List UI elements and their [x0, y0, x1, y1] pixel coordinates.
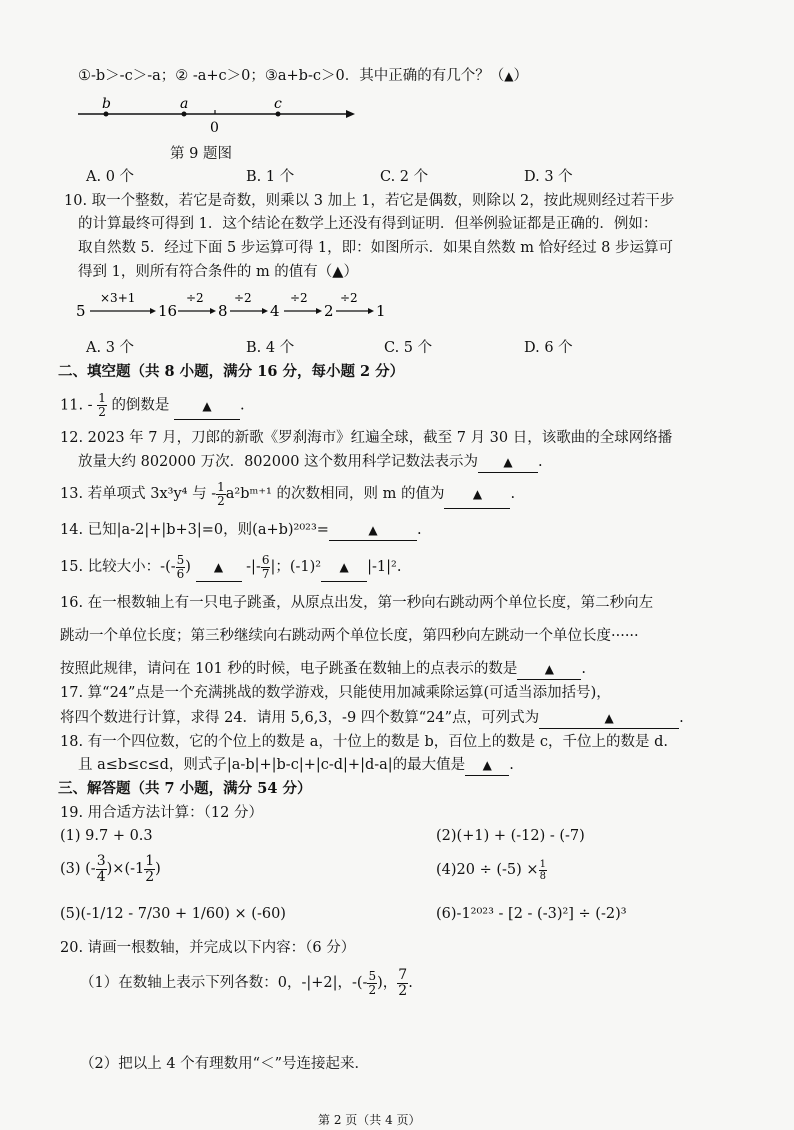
q15: 15. 比较大小：-(- $\frac{5}{6}$ ) ▲ -|- $\frac{6}{7}$ |；(-1)² ▲ |-1|².	[60, 552, 402, 581]
axis-label-zero: 0	[210, 120, 219, 136]
q16-line2: 跳动一个单位长度；第三秒继续向右跳动两个单位长度，第四秒向左跳动一个单位长度······	[60, 628, 639, 644]
q19-part1: (1) 9.7 + 0.3	[60, 828, 153, 844]
q19-part3: (3) (- $\frac{3}{4}$ )×(-1 $\frac{1}{2}$ )	[60, 852, 161, 885]
q18-line1: 18. 有一个四位数，它的个位上的数是 a，十位上的数是 b，百位上的数是 c，千位上的数是 d.	[60, 734, 669, 750]
chain-op: ÷2	[186, 291, 204, 305]
q9-option-c: C. 2 个	[380, 169, 429, 185]
chain-num: 1	[376, 302, 386, 320]
q19-heading: 19. 用合适方法计算：（12 分）	[60, 805, 263, 821]
q9-statement: ①-b＞-c＞-a；② -a+c＞0；③a+b-c＞0．其中正确的有几个？（▲）	[78, 68, 528, 84]
page-footer: 第 2 页（共 4 页）	[318, 1113, 421, 1127]
q17-line1: 17. 算“24”点是一个充满挑战的数学游戏，只能使用加减乘除运算(可适当添加括号)，	[60, 685, 611, 701]
q10-line2: 的计算最终可得到 1．这个结论在数学上还没有得到证明．但举例验证都是正确的．例如：	[78, 216, 658, 232]
q19-part6: (6)-1²⁰²³ - [2 - (-3)²] ÷ (-2)³	[436, 906, 627, 922]
q16-line3: 按照此规律，请问在 101 秒的时候，电子跳蚤在数轴上的点表示的数是 ▲ .	[60, 659, 586, 680]
chain-op: ×3+1	[100, 291, 136, 305]
q19-part4: (4)20 ÷ (-5) × $\frac{1}{8}$	[436, 858, 546, 882]
q11: 11. - $\frac{1}{2}$ 的倒数是 ▲ .	[60, 391, 245, 419]
chain-num: 16	[158, 302, 178, 320]
q12-line1: 12. 2023 年 7 月，刀郎的新歌《罗刹海市》红遍全球，截至 7 月 30 日，该歌曲的全球网络播	[60, 430, 673, 446]
q19-part2: (2)(+1) + (-12) - (-7)	[436, 828, 585, 844]
q9-number-line	[76, 96, 366, 136]
chain-op: ÷2	[234, 291, 252, 305]
q20-heading: 20. 请画一根数轴，并完成以下内容：（6 分）	[60, 940, 356, 956]
axis-label-c: c	[274, 96, 282, 112]
q19-part5: (5)(-1/12 - 7/30 + 1/60) × (-60)	[60, 906, 286, 922]
chain-op: ÷2	[340, 291, 358, 305]
chain-num: 2	[324, 302, 334, 320]
q10-line4: 得到 1，则所有符合条件的 m 的值有（▲）	[78, 264, 358, 280]
chain-num: 8	[218, 302, 228, 320]
axis-label-a: a	[180, 96, 189, 112]
axis-label-b: b	[102, 96, 111, 112]
q10-option-b: B. 4 个	[246, 340, 295, 356]
q10-option-c: C. 5 个	[384, 340, 433, 356]
q13: 13. 若单项式 3x³y⁴ 与 - $\frac{1}{2}$ a²bᵐ⁺¹ 的次数相同，则 m 的值为 ▲ .	[60, 479, 516, 508]
q10-line3: 取自然数 5．经过下面 5 步运算可得 1，即：如图所示．如果自然数 m 恰好经过 8 步运算可	[78, 240, 674, 256]
q10-option-d: D. 6 个	[524, 340, 573, 356]
chain-num: 5	[76, 302, 86, 320]
q18-line2: 且 a≤b≤c≤d，则式子|a-b|+|b-c|+|c-d|+|d-a|的最大值是 ▲ .	[78, 755, 514, 776]
q9-option-d: D. 3 个	[524, 169, 573, 185]
q12-line2: 放量大约 802000 万次．802000 这个数用科学记数法表示为 ▲ .	[78, 452, 543, 473]
chain-num: 4	[270, 302, 280, 320]
chain-op: ÷2	[290, 291, 308, 305]
q10-operation-chain	[74, 290, 404, 326]
q20-part2: （2）把以上 4 个有理数用“＜”号连接起来．	[80, 1056, 369, 1072]
q20-part1: （1）在数轴上表示下列各数：0，-|+2|，-(- $\frac{5}{2}$ )， $\frac{7}{2}$ .	[80, 966, 413, 999]
section-3-heading: 三、解答题（共 7 小题，满分 54 分）	[58, 780, 312, 797]
q17-line2: 将四个数进行计算，求得 24．请用 5,6,3，-9 四个数算“24”点，可列式为 ▲ .	[60, 708, 684, 729]
q14: 14. 已知|a-2|+|b+3|=0，则(a+b)²⁰²³= ▲ .	[60, 520, 422, 541]
q16-line1: 16. 在一根数轴上有一只电子跳蚤，从原点出发，第一秒向右跳动两个单位长度，第二秒向左	[60, 595, 654, 611]
q9-caption: 第 9 题图	[170, 146, 232, 162]
q10-line1: 10. 取一个整数，若它是奇数，则乘以 3 加上 1，若它是偶数，则除以 2，按此规则经过若干步	[64, 193, 675, 209]
q10-option-a: A. 3 个	[86, 340, 135, 356]
section-2-heading: 二、填空题（共 8 小题，满分 16 分，每小题 2 分）	[58, 363, 405, 380]
q9-option-a: A. 0 个	[86, 169, 135, 185]
q9-option-b: B. 1 个	[246, 169, 295, 185]
